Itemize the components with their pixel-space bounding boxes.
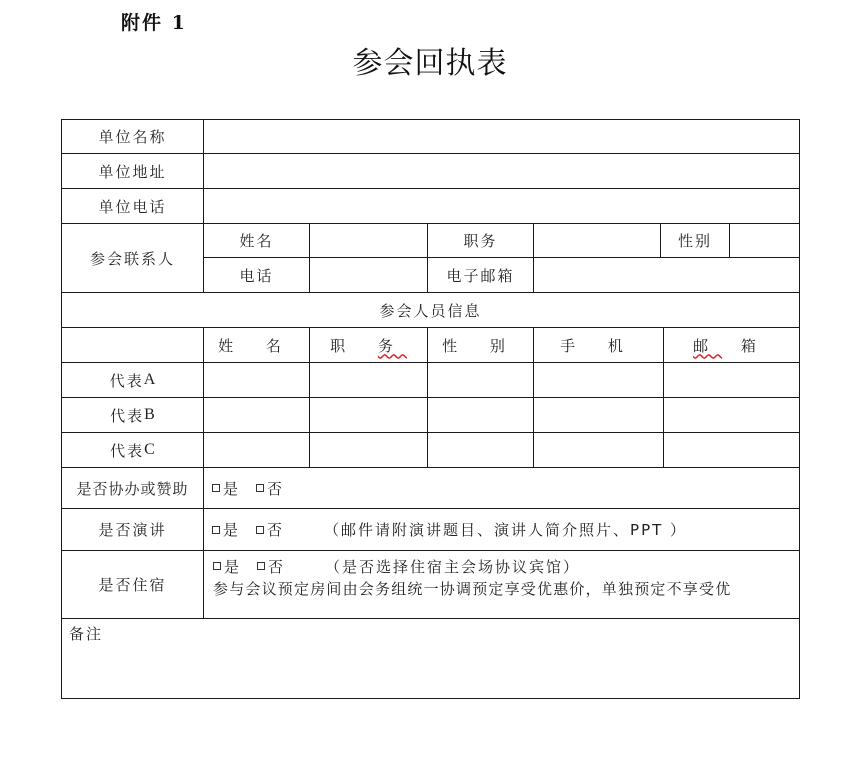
contact-name-label: 姓名 <box>203 223 310 258</box>
checkbox-icon <box>213 562 221 570</box>
page-title: 参会回执表 <box>352 46 508 81</box>
speech-no-checkbox[interactable]: 否 <box>256 519 284 540</box>
column-header-email: 邮 箱 <box>663 327 800 363</box>
attendee-c-mobile-field[interactable] <box>533 432 664 468</box>
contact-email-field[interactable] <box>533 257 800 293</box>
attendee-row-label-b: 代表 B <box>61 397 204 433</box>
attendee-b-position-field[interactable] <box>309 397 428 433</box>
lodging-detail: 参与会议预定房间由会务组统一协调预定享受优惠价，单独预定不享受优 <box>213 579 732 598</box>
contact-name-field[interactable] <box>309 223 428 258</box>
attendee-row-label-c: 代表 C <box>61 432 204 468</box>
attendee-c-gender-field[interactable] <box>427 432 534 468</box>
unit-name-label: 单位名称 <box>61 119 204 154</box>
sponsor-label: 是否协办或赞助 <box>61 467 204 509</box>
speech-options <box>203 508 800 551</box>
column-header-position: 职 务 <box>309 327 428 363</box>
sponsor-yes-checkbox[interactable]: 是 <box>212 478 240 499</box>
contact-position-label: 职务 <box>427 223 534 258</box>
remarks-label: 备注 <box>69 625 104 643</box>
attendee-a-name-field[interactable] <box>203 362 310 398</box>
attendee-b-mobile-field[interactable] <box>533 397 664 433</box>
speech-yes-checkbox[interactable]: 是 <box>212 519 240 540</box>
sponsor-no-checkbox[interactable]: 否 <box>256 478 284 499</box>
unit-address-field[interactable] <box>203 153 800 189</box>
unit-name-field[interactable] <box>203 119 800 154</box>
attachment-label: 附件 1 <box>121 12 187 34</box>
attendee-a-position-field[interactable] <box>309 362 428 398</box>
checkbox-icon <box>256 484 264 492</box>
checkbox-icon <box>257 562 265 570</box>
attendee-c-name-field[interactable] <box>203 432 310 468</box>
unit-phone-label: 单位电话 <box>61 188 204 224</box>
attendee-a-mobile-field[interactable] <box>533 362 664 398</box>
attendee-a-email-field[interactable] <box>663 362 800 398</box>
column-header-gender: 性 别 <box>427 327 534 363</box>
unit-address-label: 单位地址 <box>61 153 204 189</box>
sponsor-options <box>203 467 800 509</box>
contact-person-label: 参会联系人 <box>61 223 204 293</box>
checkbox-icon <box>212 484 220 492</box>
remarks-field[interactable] <box>61 618 800 699</box>
checkbox-icon <box>256 526 264 534</box>
attendees-section-title: 参会人员信息 <box>61 292 800 328</box>
attendee-b-email-field[interactable] <box>663 397 800 433</box>
contact-phone-field[interactable] <box>309 257 428 293</box>
lodging-note: （是否选择住宿主会场协议宾馆） <box>325 557 581 576</box>
attendees-header-blank <box>61 327 204 363</box>
attendee-a-gender-field[interactable] <box>427 362 534 398</box>
attendee-row-label-a: 代表 A <box>61 362 204 398</box>
contact-gender-field[interactable] <box>729 223 800 258</box>
speech-note: （邮件请附演讲题目、演讲人简介照片、PPT ） <box>324 521 688 539</box>
lodging-no-checkbox[interactable]: 否 <box>257 556 285 577</box>
contact-email-label: 电子邮箱 <box>427 257 534 293</box>
column-header-mobile: 手 机 <box>533 327 664 363</box>
attendee-c-position-field[interactable] <box>309 432 428 468</box>
attendee-c-email-field[interactable] <box>663 432 800 468</box>
lodging-options <box>203 550 800 619</box>
lodging-yes-checkbox[interactable]: 是 <box>213 556 241 577</box>
contact-position-field[interactable] <box>533 223 661 258</box>
contact-phone-label: 电话 <box>203 257 310 293</box>
attendee-b-gender-field[interactable] <box>427 397 534 433</box>
contact-gender-label: 性别 <box>660 223 730 258</box>
speech-label: 是否演讲 <box>61 508 204 551</box>
lodging-label: 是否住宿 <box>61 550 204 619</box>
attendee-b-name-field[interactable] <box>203 397 310 433</box>
unit-phone-field[interactable] <box>203 188 800 224</box>
column-header-name: 姓 名 <box>203 327 310 363</box>
checkbox-icon <box>212 526 220 534</box>
